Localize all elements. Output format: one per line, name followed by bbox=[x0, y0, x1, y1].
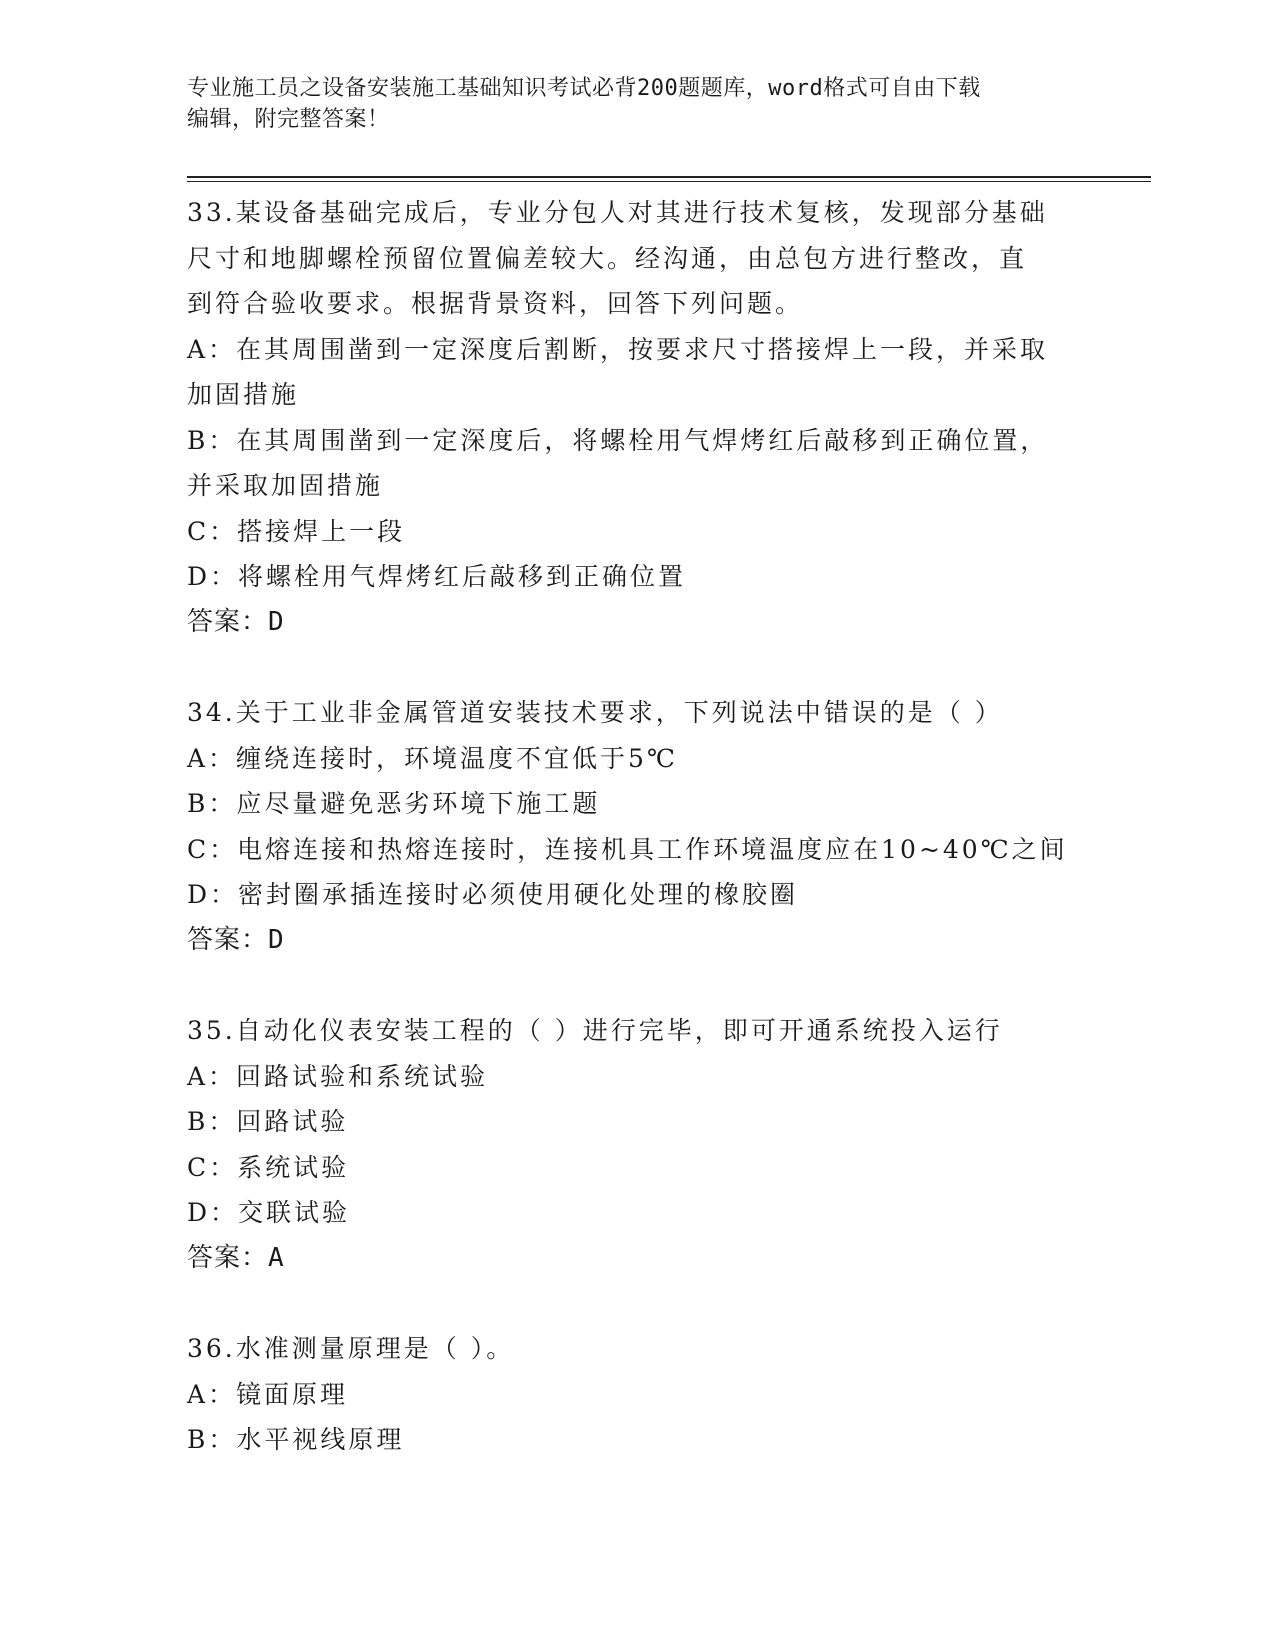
question-stem-line: 33.某设备基础完成后，专业分包人对其进行技术复核，发现部分基础 bbox=[187, 198, 1048, 227]
option-b: B：应尽量避免恶劣环境下施工题 bbox=[187, 789, 601, 818]
question-stem-line: 36.水准测量原理是（ ）。 bbox=[187, 1334, 515, 1363]
option-a: A：回路试验和系统试验 bbox=[187, 1061, 489, 1091]
option-a: A：在其周围凿到一定深度后割断，按要求尺寸搭接焊上一段，并采取 bbox=[187, 334, 1049, 364]
answer-line: 答案：D bbox=[187, 924, 285, 955]
option-a-continued: 加固措施 bbox=[187, 380, 300, 409]
option-b: B：回路试验 bbox=[187, 1107, 349, 1136]
document-header bbox=[187, 73, 1067, 135]
answer-line: 答案：D bbox=[187, 606, 285, 637]
header-line-1: 专业施工员之设备安装施工基础知识考试必背200题题库，word格式可自由下载 bbox=[187, 76, 981, 101]
option-d: D：将螺栓用气焊烤红后敲移到正确位置 bbox=[187, 562, 687, 591]
option-a: A：镜面原理 bbox=[187, 1379, 349, 1409]
question-36 bbox=[187, 1326, 1117, 1463]
question-34 bbox=[187, 690, 1117, 963]
question-stem-line: 34.关于工业非金属管道安装技术要求，下列说法中错误的是（ ） bbox=[187, 698, 1003, 727]
answer-line: 答案：A bbox=[187, 1242, 285, 1273]
question-33 bbox=[187, 190, 1117, 645]
header-rule-thin bbox=[187, 181, 1151, 182]
option-d: D：密封圈承插连接时必须使用硬化处理的橡胶圈 bbox=[187, 880, 799, 909]
option-c: C：系统试验 bbox=[187, 1152, 350, 1182]
option-c: C：搭接焊上一段 bbox=[187, 516, 406, 546]
option-b: B：水平视线原理 bbox=[187, 1425, 405, 1454]
header-rule-thick bbox=[187, 176, 1151, 178]
option-b: B：在其周围凿到一定深度后，将螺栓用气焊烤红后敲移到正确位置， bbox=[187, 425, 1049, 455]
question-stem-line: 到符合验收要求。根据背景资料，回答下列问题。 bbox=[187, 289, 804, 318]
option-d: D：交联试验 bbox=[187, 1198, 351, 1227]
question-35 bbox=[187, 1008, 1117, 1281]
question-list bbox=[187, 190, 1117, 1508]
header-line-2: 编辑，附完整答案！ bbox=[187, 107, 390, 132]
option-a: A：缠绕连接时，环境温度不宜低于5℃ bbox=[187, 743, 678, 773]
option-b-continued: 并采取加固措施 bbox=[187, 471, 384, 500]
question-stem-line: 35.自动化仪表安装工程的（ ）进行完毕，即可开通系统投入运行 bbox=[187, 1016, 1003, 1045]
question-stem-line: 尺寸和地脚螺栓预留位置偏差较大。经沟通，由总包方进行整改，直 bbox=[187, 243, 1028, 273]
option-c: C：电熔连接和热熔连接时，连接机具工作环境温度应在10~40℃之间 bbox=[187, 834, 1068, 864]
